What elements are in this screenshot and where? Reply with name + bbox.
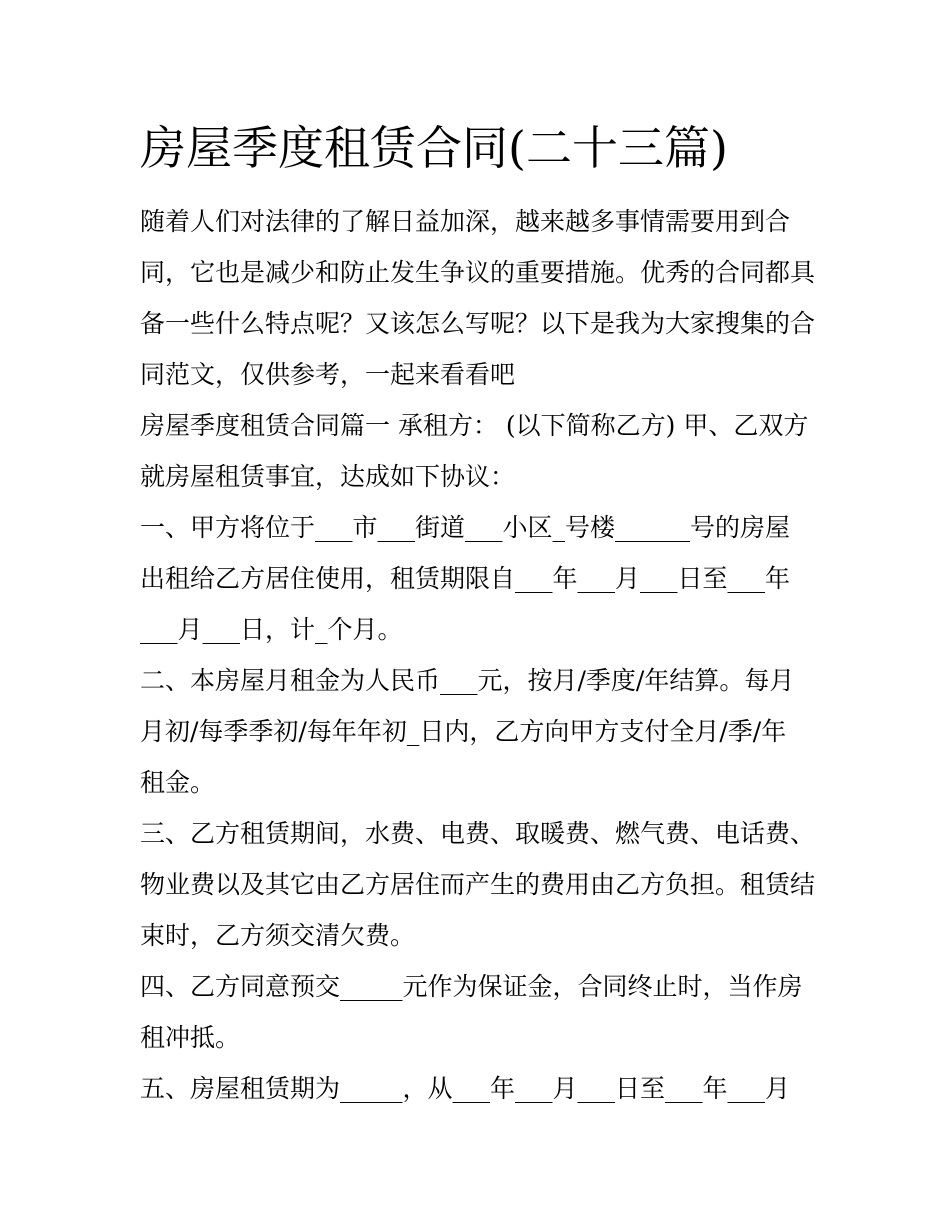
text-line: 租冲抵。	[140, 1023, 241, 1052]
paragraph-parties	[140, 400, 820, 502]
text-line: 就房屋租赁事宜，达成如下协议：	[140, 462, 516, 491]
clause-5	[140, 1063, 820, 1114]
text-line: 二、本房屋月租金为人民币___元，按月/季度/年结算。每月	[140, 666, 795, 695]
text-line: 同，它也是减少和防止发生争议的重要措施。优秀的合同都具	[140, 258, 816, 287]
clause-4	[140, 961, 820, 1063]
text-line: 房屋季度租赁合同篇一 承租方： (以下简称乙方) 甲、乙双方	[140, 411, 809, 440]
text-line: 束时，乙方须交清欠费。	[140, 921, 416, 950]
clause-2	[140, 655, 820, 808]
text-line: ___月___日，计_个月。	[140, 615, 403, 644]
paragraph-intro	[140, 196, 820, 400]
text-line: 一、甲方将位于___市___街道___小区_号楼______号的房屋	[140, 513, 791, 542]
text-line: 月初/每季季初/每年年初_日内，乙方向甲方支付全月/季/年	[140, 717, 787, 746]
text-line: 物业费以及其它由乙方居住而产生的费用由乙方负担。租赁结	[140, 870, 816, 899]
text-line: 备一些什么特点呢？又该怎么写呢？以下是我为大家搜集的合	[140, 309, 816, 338]
text-line: 出租给乙方居住使用，租赁期限自___年___月___日至___年	[140, 564, 791, 593]
text-line: 五、房屋租赁期为_____，从___年___月___日至___年___月	[140, 1074, 791, 1103]
clause-3	[140, 808, 820, 961]
text-line: 三、乙方租赁期间，水费、电费、取暖费、燃气费、电话费、	[140, 819, 816, 848]
document-body	[140, 110, 820, 1114]
text-line: 租金。	[140, 768, 216, 797]
document-title: 房屋季度租赁合同(二十三篇)	[140, 121, 728, 175]
clause-1	[140, 502, 820, 655]
text-line: 同范文，仅供参考，一起来看看吧	[140, 360, 516, 389]
text-line: 四、乙方同意预交_____元作为保证金，合同终止时，当作房	[140, 972, 803, 1001]
text-line: 随着人们对法律的了解日益加深，越来越多事情需要用到合	[140, 207, 791, 236]
